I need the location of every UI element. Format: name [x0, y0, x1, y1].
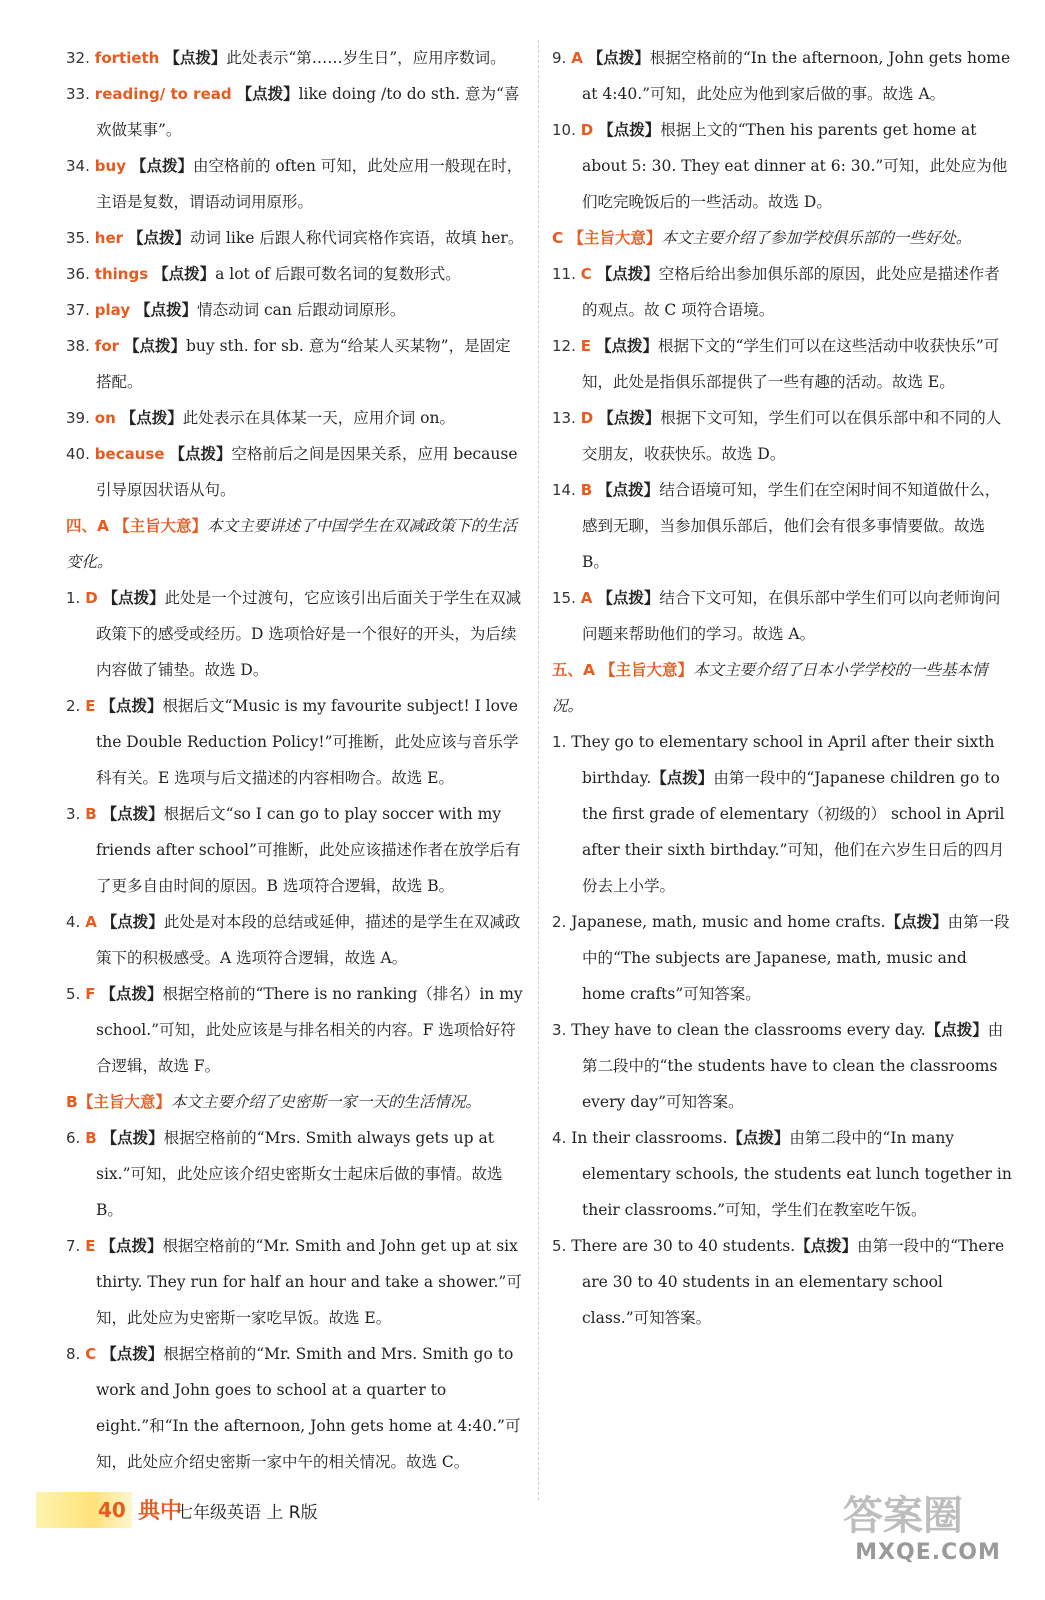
answer-item — [66, 76, 526, 148]
book-title: 七年级英语 上 R版 — [176, 1503, 318, 1523]
answer-tag: 【点拨】 — [598, 408, 661, 427]
answer-tag: 【点拨】 — [597, 480, 660, 499]
answer-item — [66, 40, 526, 76]
answer-num: 5. — [66, 985, 81, 1003]
answer-num: 40. — [66, 445, 90, 463]
answer-text: 由第一段中的“The subjects are Japanese, math, music and home crafts”可知答案。 — [582, 913, 1010, 1003]
right-column — [552, 40, 1012, 1336]
answer-num: 12. — [552, 337, 576, 355]
answer-ans: C — [85, 1345, 97, 1363]
answer-ans: because — [94, 445, 165, 463]
answer-item — [552, 400, 1012, 472]
answer-text: buy sth. for sb. 意为“给某人买某物”，是固定搭配。 — [96, 337, 511, 391]
answer-ans: for — [94, 337, 120, 355]
answer-num: 8. — [66, 1345, 81, 1363]
answer-ans: fortieth — [94, 49, 160, 67]
answer-text: 根据空格前的“Mrs. Smith always gets up at six.”可知，此处应该介绍史密斯女士起床后做的事情。故选 B。 — [96, 1129, 503, 1219]
watermark-logo: 答案圈 — [843, 1493, 963, 1539]
answer-ans: A — [85, 913, 97, 931]
answer-tag: 【点拨】 — [100, 984, 163, 1003]
answer-ans: A — [571, 49, 583, 67]
answer-item — [552, 472, 1012, 580]
answer-text: In their classrooms. — [571, 1129, 728, 1147]
answer-text: 此处表示在具体某一天，应用介词 on。 — [182, 409, 455, 427]
answer-tag: 【点拨】 — [795, 1236, 858, 1255]
answer-tag: 【点拨】 — [727, 1128, 790, 1147]
answer-text: 根据下文的“学生们可以在这些活动中收获快乐”可知，此处是指俱乐部提供了一些有趣的活动。故选 E。 — [582, 337, 1000, 391]
answer-item — [552, 112, 1012, 220]
answer-ans: D — [85, 589, 98, 607]
answer-ans: things — [94, 265, 149, 283]
answer-item — [552, 328, 1012, 400]
answer-ans: D — [580, 409, 594, 427]
answer-num: 13. — [552, 409, 576, 427]
answer-item — [66, 1228, 526, 1336]
answer-num: 39. — [66, 409, 90, 427]
answer-text: They have to clean the classrooms every day. — [571, 1021, 926, 1039]
section-heading-c: C 【主旨大意】本文主要介绍了参加学校俱乐部的一些好处。 — [552, 228, 972, 247]
answer-item — [66, 904, 526, 976]
answer-num: 7. — [66, 1237, 81, 1255]
answer-num: 3. — [552, 1021, 567, 1039]
answer-tag: 【点拨】 — [925, 1020, 988, 1039]
page-footer — [36, 1492, 396, 1532]
watermark — [833, 1480, 1023, 1580]
section-heading-4a: 四、A 【主旨大意】本文主要讲述了中国学生在双减政策下的生活变化。 — [66, 516, 517, 571]
answer-text: 由第一段中的“Japanese children go to the first grade of elementary（初级的） school in April after their sixth birthday.”可知，他们在六岁生日后的四月份去上小学。 — [582, 769, 1005, 895]
answer-tag: 【点拨】 — [598, 120, 661, 139]
answer-ans: B — [85, 1129, 97, 1147]
answer-text: 此处是一个过渡句，它应该引出后面关于学生在双减政策下的感受或经历。D 选项恰好是一个很好的开头，为后续内容做了铺垫。故选 D。 — [96, 589, 522, 679]
answer-text: 根据空格前的“Mr. Smith and Mrs. Smith go to work and John goes to school at a quarter to eight.”和“In the afternoon, John gets home at 4:40.”可知，此处应介绍史密斯一家中午的相关情况。故选 C。 — [96, 1345, 521, 1471]
answer-num: 34. — [66, 157, 90, 175]
answer-num: 4. — [552, 1129, 567, 1147]
answer-text: 根据后文“so I can go to play soccer with my friends after school”可推断，此处应该描述作者在放学后有了更多自由时间的原因。B 选项符合逻辑，故选 B。 — [96, 805, 521, 895]
answer-item — [552, 1120, 1012, 1228]
answer-tag: 【点拨】 — [123, 336, 186, 355]
answer-text: 根据空格前的“Mr. Smith and John get up at six thirty. They run for half an hour and take a shower.”可知，此处应为史密斯一家吃早饭。故选 E。 — [96, 1237, 522, 1327]
answer-item — [66, 292, 526, 328]
answer-num: 1. — [66, 589, 81, 607]
answer-ans: E — [85, 697, 96, 715]
answer-item — [66, 148, 526, 220]
answer-text: There are 30 to 40 students. — [571, 1237, 796, 1255]
page-number: 40 — [36, 1492, 132, 1528]
answer-num: 14. — [552, 481, 576, 499]
answer-item — [66, 1336, 526, 1480]
answer-item — [552, 904, 1012, 1012]
answer-num: 1. — [552, 733, 567, 751]
answer-num: 4. — [66, 913, 81, 931]
answer-item — [66, 580, 526, 688]
answer-tag: 【点拨】 — [130, 156, 193, 175]
answer-tag: 【点拨】 — [651, 768, 714, 787]
answer-text: 情态动词 can 后跟动词原形。 — [197, 301, 406, 319]
answer-tag: 【点拨】 — [597, 588, 660, 607]
answer-num: 6. — [66, 1129, 81, 1147]
answer-tag: 【点拨】 — [153, 264, 216, 283]
answer-text: 此处表示“第……岁生日”，应用序数词。 — [226, 49, 506, 67]
answer-text: 空格前后之间是因果关系，应用 because 引导原因状语从句。 — [96, 445, 518, 499]
answer-item — [66, 436, 526, 508]
answer-text: 由第二段中的“the students have to clean the classrooms every day”可知答案。 — [582, 1021, 1004, 1111]
answer-text: 根据空格前的“In the afternoon, John gets home at 4:40.”可知，此处应为他到家后做的事。故选 A。 — [582, 49, 1011, 103]
section-heading-5a: 五、A 【主旨大意】本文主要介绍了日本小学学校的一些基本情况。 — [552, 660, 988, 715]
answer-ans: B — [580, 481, 593, 499]
answer-tag: 【点拨】 — [101, 1344, 164, 1363]
section-heading-b: B【主旨大意】本文主要介绍了史密斯一家一天的生活情况。 — [66, 1092, 481, 1111]
answer-tag: 【点拨】 — [236, 84, 299, 103]
answer-ans: buy — [94, 157, 126, 175]
answer-ans: E — [580, 337, 592, 355]
answer-num: 15. — [552, 589, 576, 607]
answer-num: 5. — [552, 1237, 567, 1255]
answer-item — [552, 724, 1012, 904]
answer-num: 36. — [66, 265, 90, 283]
answer-tag: 【点拨】 — [120, 408, 183, 427]
answer-item — [552, 256, 1012, 328]
answer-tag: 【点拨】 — [127, 228, 190, 247]
answer-tag: 【点拨】 — [101, 912, 164, 931]
answer-tag: 【点拨】 — [102, 588, 165, 607]
answer-text: 根据后文“Music is my favourite subject! I love the Double Reduction Policy!”可推断，此处应该与音乐学科有关。E 选项与后文描述的内容相吻合。故选 E。 — [96, 697, 519, 787]
answer-text: 由第一段中的“There are 30 to 40 students in an elementary school class.”可知答案。 — [582, 1237, 1005, 1327]
answer-text: 动词 like 后跟人称代词宾格作宾语，故填 her。 — [190, 229, 524, 247]
answer-tag: 【点拨】 — [101, 1128, 164, 1147]
answer-tag: 【点拨】 — [100, 1236, 163, 1255]
answer-text: 根据上文的“Then his parents get home at about 5: 30. They eat dinner at 6: 30.”可知，此处应为他们吃完晚饭后的一些活动。故选 D。 — [582, 121, 1008, 211]
answer-text: 根据空格前的“There is no ranking（排名）in my school.”可知，此处应该是与排名相关的内容。F 选项恰好符合逻辑，故选 F。 — [96, 985, 523, 1075]
answer-item — [66, 796, 526, 904]
answer-item — [66, 220, 526, 256]
answer-tag: 【点拨】 — [595, 336, 658, 355]
answer-item — [66, 976, 526, 1084]
answer-tag: 【点拨】 — [885, 912, 948, 931]
answer-num: 3. — [66, 805, 81, 823]
answer-item — [66, 688, 526, 796]
watermark-url: MXQE.COM — [855, 1540, 1001, 1565]
answer-text: a lot of 后跟可数名词的复数形式。 — [215, 265, 461, 283]
answer-item — [66, 328, 526, 400]
answer-ans: A — [580, 589, 593, 607]
answer-item — [66, 1120, 526, 1228]
answer-ans: on — [94, 409, 116, 427]
answer-num: 2. — [66, 697, 81, 715]
answer-ans: B — [85, 805, 97, 823]
answer-num: 10. — [552, 121, 576, 139]
answer-ans: C — [580, 265, 592, 283]
answer-item — [66, 400, 526, 436]
answer-num: 9. — [552, 49, 567, 67]
answer-tag: 【点拨】 — [596, 264, 659, 283]
answer-text: 此处是对本段的总结或延伸，描述的是学生在双减政策下的积极感受。A 选项符合逻辑，故选 A。 — [96, 913, 521, 967]
answer-ans: reading/ to read — [94, 85, 232, 103]
answer-num: 2. — [552, 913, 567, 931]
column-divider — [538, 40, 539, 1500]
answer-num: 32. — [66, 49, 90, 67]
answer-text: like doing /to do sth. 意为“喜欢做某事”。 — [96, 85, 520, 139]
answer-ans: F — [85, 985, 96, 1003]
answer-ans: E — [85, 1237, 96, 1255]
answer-tag: 【点拨】 — [587, 48, 650, 67]
answer-text: Japanese, math, music and home crafts. — [571, 913, 886, 931]
answer-ans: play — [94, 301, 131, 319]
answer-text: They go to elementary school in April after their sixth birthday. — [571, 733, 995, 787]
answer-text: 根据下文可知，学生们可以在俱乐部中和不同的人交朋友，收获快乐。故选 D。 — [582, 409, 1002, 463]
answer-num: 35. — [66, 229, 90, 247]
answer-item — [552, 1012, 1012, 1120]
answer-text: 空格后给出参加俱乐部的原因，此处应是描述作者的观点。故 C 项符合语境。 — [582, 265, 1000, 319]
answer-tag: 【点拨】 — [135, 300, 198, 319]
answer-num: 37. — [66, 301, 90, 319]
answer-tag: 【点拨】 — [100, 696, 163, 715]
answer-num: 11. — [552, 265, 576, 283]
answer-text: 由空格前的 often 可知，此处应用一般现在时，主语是复数，谓语动词用原形。 — [96, 157, 523, 211]
answer-item — [552, 1228, 1012, 1336]
answer-item — [552, 580, 1012, 652]
answer-item — [552, 40, 1012, 112]
answer-text: 结合语境可知，学生们在空闲时间不知道做什么，感到无聊，当参加俱乐部后，他们会有很多事情要做。故选 B。 — [582, 481, 1001, 571]
left-column — [66, 40, 526, 1480]
answer-item — [66, 256, 526, 292]
answer-text: 由第二段中的“In many elementary schools, the students eat lunch together in their classrooms.”可知，学生们在教室吃午饭。 — [582, 1129, 1012, 1219]
answer-text: 结合下文可知，在俱乐部中学生们可以向老师询问问题来帮助他们的学习。故选 A。 — [582, 589, 1001, 643]
answer-tag: 【点拨】 — [169, 444, 232, 463]
answer-tag: 【点拨】 — [164, 48, 227, 67]
answer-ans: her — [94, 229, 124, 247]
answer-num: 33. — [66, 85, 90, 103]
answer-num: 38. — [66, 337, 90, 355]
answer-ans: D — [580, 121, 594, 139]
brand-logo: 典中 — [138, 1499, 183, 1524]
answer-tag: 【点拨】 — [101, 804, 164, 823]
